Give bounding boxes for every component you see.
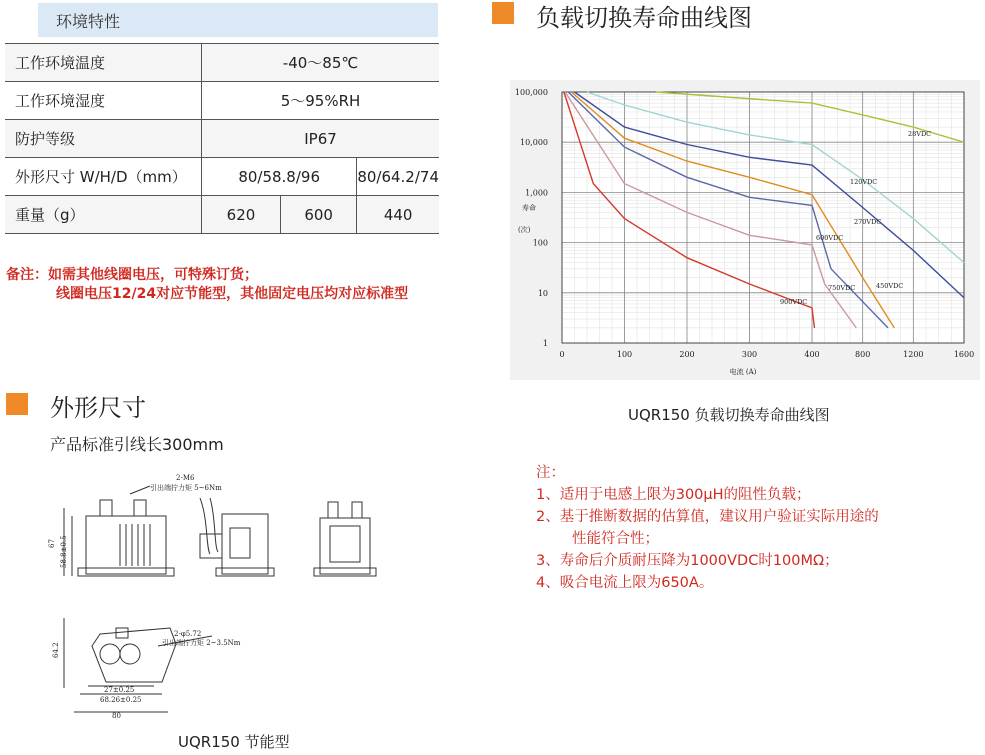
y-tick-label: 1 <box>542 339 548 348</box>
dims-caption: UQR150 节能型 <box>178 733 290 751</box>
y-axis-label: 寿命 <box>522 204 536 212</box>
remark-line-2: 线圈电压12/24对应节能型，其他固定电压均对应标准型 <box>56 286 409 302</box>
dimension-drawing <box>50 468 470 726</box>
height-58-label: 58.8±0.5 <box>60 535 68 568</box>
note-item: 3、寿命后介质耐压降为1000VDC时100MΩ； <box>536 553 839 569</box>
dims-subtitle: 产品标准引线长300mm <box>50 435 224 454</box>
section-marker <box>492 2 514 24</box>
table-row <box>5 82 439 120</box>
m6-label: 2-M6 <box>176 474 195 482</box>
notes-head: 注： <box>536 465 565 481</box>
remark-line-1: 备注：如需其他线圈电压，可特殊订货； <box>6 267 258 283</box>
row-value: -40～85℃ <box>202 44 440 82</box>
row-value: 80/58.8/96 <box>202 158 357 196</box>
y-tick-label: 100 <box>532 238 548 248</box>
row-label: 重量（g） <box>5 196 202 234</box>
env-spec-table <box>5 43 439 234</box>
x-tick-label: 100 <box>616 350 633 359</box>
table-row <box>5 120 439 158</box>
y-tick-label: 10,000 <box>520 138 548 148</box>
x-tick-label: 0 <box>559 350 565 359</box>
env-section-header <box>38 3 438 37</box>
x-tick-label: 1200 <box>903 350 924 359</box>
note-item: 2、基于推断数据的估算值，建议用户验证实际用途的 <box>536 509 879 525</box>
series-label-600VDC: 600VDC <box>816 234 844 242</box>
side-view-lead <box>200 498 210 554</box>
notes <box>536 462 879 594</box>
x-tick-label: 1600 <box>953 350 975 359</box>
top-view-body <box>92 628 176 682</box>
y-axis-label-unit: (次) <box>518 226 531 234</box>
life-section-title: 负载切换寿命曲线图 <box>536 4 752 32</box>
front-view-terminal <box>100 500 112 516</box>
note-item: 4、吸合电流上限为650A。 <box>536 575 714 591</box>
x-tick-label: 200 <box>679 350 695 359</box>
series-label-450VDC: 450VDC <box>876 282 904 290</box>
plot-area <box>562 92 964 343</box>
note-item: 性能符合性； <box>572 531 659 547</box>
note-item: 1、适用于电感上限为300μH的阻性负载； <box>536 487 811 503</box>
series-label-120VDC: 120VDC <box>850 178 878 186</box>
remark <box>6 266 408 304</box>
pin-label: 2-φ5.72 <box>174 630 202 638</box>
row-label: 工作环境温度 <box>5 44 202 82</box>
front-view-terminal <box>134 500 146 516</box>
front-view-flange <box>78 568 174 576</box>
row-label: 防护等级 <box>5 120 202 158</box>
row-value: 600 <box>281 196 357 234</box>
height-67-label: 67 <box>48 539 56 548</box>
life-chart-caption: UQR150 负载切换寿命曲线图 <box>628 406 830 424</box>
row-value: 440 <box>357 196 439 234</box>
y-tick-label: 1,000 <box>525 188 548 198</box>
row-label: 工作环境湿度 <box>5 82 202 120</box>
x-tick-label: 400 <box>804 350 820 359</box>
row-value: IP67 <box>202 120 440 158</box>
series-label-900VDC: 900VDC <box>780 298 808 306</box>
section-marker <box>6 393 28 415</box>
y-tick-label: 100,000 <box>514 88 548 97</box>
width-80-label: 80 <box>112 712 121 720</box>
table-row <box>5 44 439 82</box>
x-tick-label: 800 <box>855 350 871 359</box>
dims-section-title: 外形尺寸 <box>50 394 146 422</box>
height-64-label: 64.2 <box>52 642 60 658</box>
row-value: 5～95%RH <box>202 82 440 120</box>
width-27-label: 27±0.25 <box>104 686 135 694</box>
width-68-label: 68.26±0.25 <box>100 696 142 704</box>
m6-torque-label: 引出端拧力矩 5~6Nm <box>150 484 222 492</box>
side-view-body <box>222 514 268 574</box>
x-tick-label: 300 <box>741 350 758 359</box>
row-value: 80/64.2/74 <box>357 158 439 196</box>
row-value: 620 <box>202 196 281 234</box>
top-view-terminal <box>120 644 140 664</box>
series-label-28VDC: 28VDC <box>908 130 932 138</box>
table-row <box>5 158 439 196</box>
series-label-750VDC: 750VDC <box>828 284 856 292</box>
table-row <box>5 196 439 234</box>
pin-torque-label: 引出端拧力矩 2~3.5Nm <box>162 639 241 647</box>
side-view-flange <box>216 568 274 576</box>
x-axis-label: 电流 (A) <box>729 368 757 376</box>
y-tick-label: 10 <box>537 288 548 298</box>
env-section-title: 环境特性 <box>56 12 121 31</box>
row-label: 外形尺寸 W/H/D（mm） <box>5 158 202 196</box>
top-view-terminal <box>100 644 120 664</box>
series-label-270VDC: 270VDC <box>854 218 882 226</box>
life-curve-chart <box>510 80 980 380</box>
